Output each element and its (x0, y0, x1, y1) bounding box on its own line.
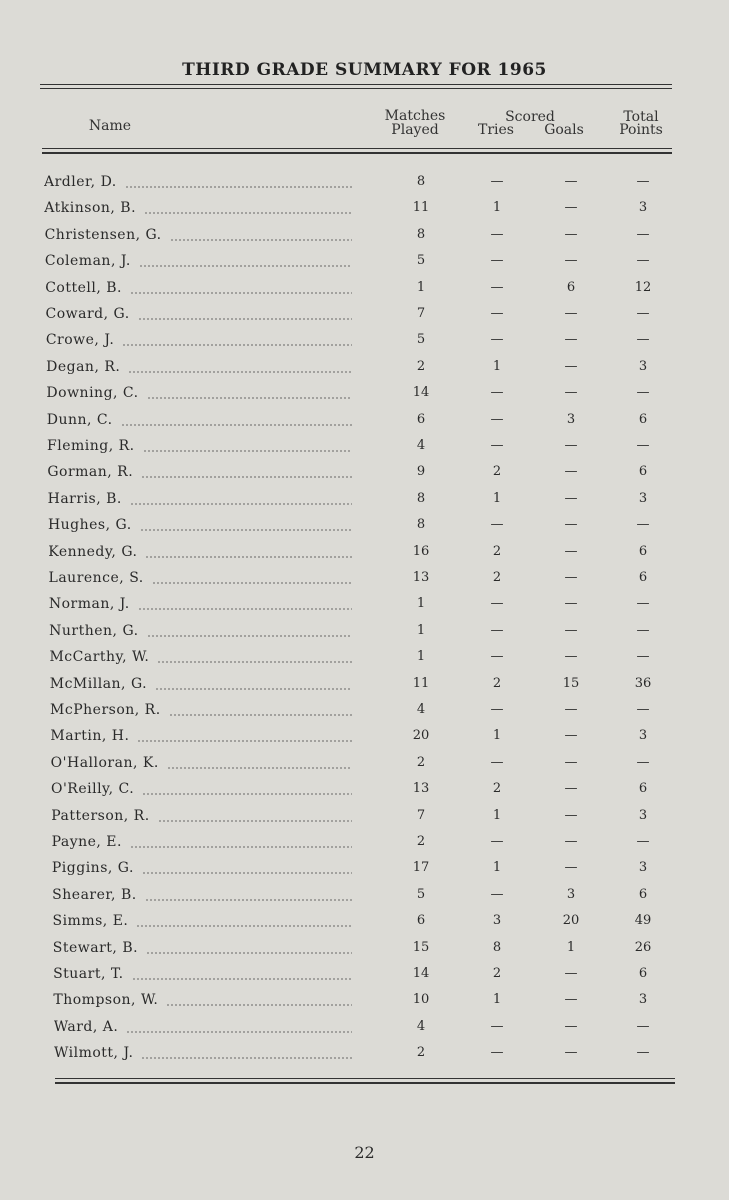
matches-played-cell: 8 (416, 227, 426, 242)
title-rule-top (40, 84, 672, 85)
total-points-cell: 3 (638, 860, 648, 875)
goals-cell: 3 (566, 887, 576, 902)
table-row (0, 384, 729, 410)
dot-leader (142, 780, 352, 798)
tries-cell: — (490, 596, 504, 611)
tries-cell: — (490, 1045, 504, 1060)
goals-cell: — (564, 332, 578, 347)
dot-leader (146, 939, 352, 957)
player-name: Hughes, G. (48, 517, 138, 533)
goals-cell: — (564, 992, 578, 1007)
total-points-cell: — (636, 227, 650, 242)
matches-played-cell: 16 (412, 544, 430, 559)
dot-leader (147, 384, 352, 402)
player-name: Kennedy, G. (48, 544, 143, 560)
player-name: Stuart, T. (53, 966, 130, 982)
matches-played-cell: 4 (416, 438, 426, 453)
total-points-cell: — (636, 834, 650, 849)
matches-played-cell: 9 (416, 464, 426, 479)
header-total-line2: Points (619, 122, 663, 138)
total-points-cell: — (636, 253, 650, 268)
total-points-cell: — (636, 649, 650, 664)
goals-cell: — (564, 623, 578, 638)
dot-leader (136, 912, 352, 930)
table-row (0, 463, 729, 489)
player-name: Fleming, R. (47, 438, 141, 454)
total-points-cell: 3 (638, 359, 648, 374)
dot-leader (128, 358, 352, 376)
total-points-cell: 3 (638, 728, 648, 743)
goals-cell: — (564, 702, 578, 717)
player-name: Christensen, G. (45, 227, 168, 243)
tries-cell: — (490, 227, 504, 242)
table-row (0, 912, 729, 938)
total-points-cell: — (636, 438, 650, 453)
goals-cell: — (564, 781, 578, 796)
tries-cell: — (490, 280, 504, 295)
tries-cell: 1 (492, 200, 502, 215)
player-name: Atkinson, B. (44, 200, 142, 216)
tries-cell: 2 (492, 464, 502, 479)
table-row (0, 833, 729, 859)
goals-cell: 6 (566, 280, 576, 295)
goals-cell: — (564, 728, 578, 743)
goals-cell: 20 (562, 913, 580, 928)
tries-cell: — (490, 702, 504, 717)
player-name: Martin, H. (50, 728, 135, 744)
total-points-cell: 6 (638, 887, 648, 902)
table-row (0, 595, 729, 621)
total-points-cell: 3 (638, 491, 648, 506)
dot-leader (126, 1018, 352, 1036)
table-row (0, 859, 729, 885)
matches-played-cell: 4 (416, 1019, 426, 1034)
tries-cell: — (490, 834, 504, 849)
goals-cell: — (564, 174, 578, 189)
matches-played-cell: 13 (412, 781, 430, 796)
table-row (0, 437, 729, 463)
goals-cell: — (564, 200, 578, 215)
total-points-cell: 3 (638, 992, 648, 1007)
dot-leader (169, 701, 352, 719)
tries-cell: 1 (492, 359, 502, 374)
player-name: Norman, J. (49, 596, 136, 612)
table-row (0, 991, 729, 1017)
tries-cell: 2 (492, 966, 502, 981)
matches-played-cell: 7 (416, 808, 426, 823)
goals-cell: — (564, 359, 578, 374)
goals-cell: — (564, 570, 578, 585)
player-name: Ardler, D. (44, 174, 123, 190)
matches-played-cell: 13 (412, 570, 430, 585)
tries-cell: — (490, 174, 504, 189)
header-rule-bottom (42, 152, 672, 154)
table-row (0, 622, 729, 648)
total-points-cell: — (636, 702, 650, 717)
goals-cell: — (564, 966, 578, 981)
player-name: Gorman, R. (47, 464, 139, 480)
player-name: Shearer, B. (52, 887, 143, 903)
matches-played-cell: 11 (412, 676, 430, 691)
matches-played-cell: 1 (416, 280, 426, 295)
title-rule-bottom (40, 88, 672, 89)
total-points-cell: — (636, 306, 650, 321)
goals-cell: — (564, 808, 578, 823)
player-name: Coward, G. (46, 306, 136, 322)
table-row (0, 411, 729, 437)
total-points-cell: — (636, 596, 650, 611)
dot-leader (142, 859, 352, 877)
player-name: McMillan, G. (50, 676, 153, 692)
goals-cell: — (564, 1019, 578, 1034)
player-name: O'Halloran, K. (51, 755, 165, 771)
tries-cell: 1 (492, 491, 502, 506)
matches-played-cell: 1 (416, 596, 426, 611)
tries-cell: 1 (492, 992, 502, 1007)
goals-cell: — (564, 464, 578, 479)
matches-played-cell: 7 (416, 306, 426, 321)
table-row (0, 199, 729, 225)
goals-cell: — (564, 306, 578, 321)
goals-cell: — (564, 517, 578, 532)
matches-played-cell: 6 (416, 412, 426, 427)
header-matches-line2: Played (391, 122, 439, 138)
table-row (0, 886, 729, 912)
player-name: Laurence, S. (49, 570, 150, 586)
dot-leader (130, 490, 352, 508)
tries-cell: — (490, 517, 504, 532)
matches-played-cell: 8 (416, 491, 426, 506)
table-row (0, 701, 729, 727)
player-name: Degan, R. (46, 359, 126, 375)
tries-cell: — (490, 623, 504, 638)
total-points-cell: 26 (634, 940, 652, 955)
goals-cell: — (564, 860, 578, 875)
goals-cell: — (564, 1045, 578, 1060)
total-points-cell: 6 (638, 544, 648, 559)
player-name: Simms, E. (52, 913, 134, 929)
total-points-cell: 6 (638, 464, 648, 479)
matches-played-cell: 8 (416, 517, 426, 532)
tries-cell: — (490, 1019, 504, 1034)
dot-leader (139, 252, 352, 270)
page-title: THIRD GRADE SUMMARY FOR 1965 (182, 60, 547, 80)
dot-leader (145, 886, 352, 904)
dot-leader (152, 569, 352, 587)
total-points-cell: — (636, 1019, 650, 1034)
header-matches-line1: Matches (384, 108, 446, 124)
player-name: Piggins, G. (52, 860, 140, 876)
player-name: Harris, B. (48, 491, 128, 507)
goals-cell: — (564, 438, 578, 453)
player-name: Payne, E. (52, 834, 128, 850)
player-name: Crowe, J. (46, 332, 120, 348)
table-row (0, 490, 729, 516)
tries-cell: — (490, 385, 504, 400)
matches-played-cell: 2 (416, 834, 426, 849)
matches-played-cell: 1 (416, 649, 426, 664)
dot-leader (132, 965, 352, 983)
tries-cell: — (490, 887, 504, 902)
matches-played-cell: 1 (416, 623, 426, 638)
dot-leader (167, 754, 352, 772)
header-goals: Goals (544, 122, 584, 138)
player-name: Dunn, C. (47, 412, 119, 428)
goals-cell: — (564, 491, 578, 506)
table-row (0, 226, 729, 252)
player-name: Nurthen, G. (49, 623, 144, 639)
dot-leader (155, 675, 352, 693)
tries-cell: — (490, 306, 504, 321)
table-row (0, 358, 729, 384)
matches-played-cell: 17 (412, 860, 430, 875)
tries-cell: 2 (492, 781, 502, 796)
dot-leader (170, 226, 352, 244)
player-name: Wilmott, J. (54, 1045, 139, 1061)
player-name: Thompson, W. (53, 992, 164, 1008)
tries-cell: — (490, 649, 504, 664)
dot-leader (125, 173, 352, 191)
header-tries: Tries (478, 122, 514, 138)
total-points-cell: 6 (638, 570, 648, 585)
matches-played-cell: 5 (416, 887, 426, 902)
tries-cell: — (490, 755, 504, 770)
table-row (0, 1044, 729, 1070)
header-total-line1: Total (623, 109, 659, 125)
footer-rule-bottom (55, 1082, 675, 1084)
goals-cell: — (564, 253, 578, 268)
matches-played-cell: 2 (416, 1045, 426, 1060)
dot-leader (130, 279, 352, 297)
dot-leader (138, 595, 352, 613)
table-row (0, 569, 729, 595)
dot-leader (147, 622, 352, 640)
player-name: Downing, C. (46, 385, 144, 401)
header-rule-top (42, 148, 672, 149)
dot-leader (138, 305, 352, 323)
tries-cell: — (490, 438, 504, 453)
table-row (0, 807, 729, 833)
dot-leader (145, 543, 352, 561)
matches-played-cell: 5 (416, 253, 426, 268)
tries-cell: 3 (492, 913, 502, 928)
total-points-cell: — (636, 1045, 650, 1060)
matches-played-cell: 2 (416, 359, 426, 374)
goals-cell: 15 (562, 676, 580, 691)
footer-rule-top (55, 1078, 675, 1079)
total-points-cell: 3 (638, 200, 648, 215)
matches-played-cell: 14 (412, 385, 430, 400)
page-number: 22 (354, 1143, 375, 1162)
player-name: Coleman, J. (45, 253, 137, 269)
tries-cell: 1 (492, 728, 502, 743)
table-row (0, 331, 729, 357)
tries-cell: 2 (492, 544, 502, 559)
goals-cell: — (564, 385, 578, 400)
table-row (0, 939, 729, 965)
tries-cell: — (490, 332, 504, 347)
total-points-cell: 3 (638, 808, 648, 823)
matches-played-cell: 10 (412, 992, 430, 1007)
player-name: Ward, A. (54, 1019, 125, 1035)
player-name: Cottell, B. (45, 280, 128, 296)
dot-leader (143, 437, 352, 455)
table-row (0, 780, 729, 806)
table-row (0, 675, 729, 701)
goals-cell: 1 (566, 940, 576, 955)
table-row (0, 1018, 729, 1044)
total-points-cell: 12 (634, 280, 652, 295)
total-points-cell: — (636, 755, 650, 770)
total-points-cell: 49 (634, 913, 652, 928)
dot-leader (158, 807, 352, 825)
table-row (0, 727, 729, 753)
player-name: O'Reilly, C. (51, 781, 140, 797)
total-points-cell: — (636, 517, 650, 532)
goals-cell: — (564, 544, 578, 559)
dot-leader (144, 199, 352, 217)
matches-played-cell: 14 (412, 966, 430, 981)
tries-cell: — (490, 412, 504, 427)
total-points-cell: — (636, 385, 650, 400)
tries-cell: 1 (492, 808, 502, 823)
goals-cell: — (564, 755, 578, 770)
table-row (0, 516, 729, 542)
dot-leader (121, 411, 352, 429)
dot-leader (130, 833, 352, 851)
table-row (0, 648, 729, 674)
total-points-cell: 6 (638, 966, 648, 981)
matches-played-cell: 15 (412, 940, 430, 955)
player-name: McPherson, R. (50, 702, 167, 718)
table-row (0, 543, 729, 569)
dot-leader (137, 727, 352, 745)
player-name: McCarthy, W. (49, 649, 155, 665)
matches-played-cell: 6 (416, 913, 426, 928)
dot-leader (141, 1044, 352, 1062)
table-row (0, 965, 729, 991)
table-row (0, 279, 729, 305)
tries-cell: 2 (492, 570, 502, 585)
header-name: Name (88, 118, 132, 134)
tries-cell: 2 (492, 676, 502, 691)
total-points-cell: 36 (634, 676, 652, 691)
player-name: Patterson, R. (51, 808, 155, 824)
tries-cell: 1 (492, 860, 502, 875)
goals-cell: — (564, 834, 578, 849)
dot-leader (166, 991, 352, 1009)
header-scored: Scored (505, 109, 555, 125)
table-row (0, 754, 729, 780)
tries-cell: 8 (492, 940, 502, 955)
total-points-cell: 6 (638, 412, 648, 427)
total-points-cell: — (636, 332, 650, 347)
table-row (0, 305, 729, 331)
matches-played-cell: 4 (416, 702, 426, 717)
matches-played-cell: 5 (416, 332, 426, 347)
total-points-cell: 6 (638, 781, 648, 796)
total-points-cell: — (636, 623, 650, 638)
table-row (0, 252, 729, 278)
matches-played-cell: 11 (412, 200, 430, 215)
player-name: Stewart, B. (53, 940, 144, 956)
dot-leader (140, 516, 352, 534)
matches-played-cell: 20 (412, 728, 430, 743)
goals-cell: — (564, 649, 578, 664)
matches-played-cell: 2 (416, 755, 426, 770)
tries-cell: — (490, 253, 504, 268)
table-row (0, 173, 729, 199)
dot-leader (157, 648, 352, 666)
dot-leader (122, 331, 352, 349)
matches-played-cell: 8 (416, 174, 426, 189)
goals-cell: — (564, 596, 578, 611)
dot-leader (141, 463, 352, 481)
goals-cell: 3 (566, 412, 576, 427)
goals-cell: — (564, 227, 578, 242)
total-points-cell: — (636, 174, 650, 189)
